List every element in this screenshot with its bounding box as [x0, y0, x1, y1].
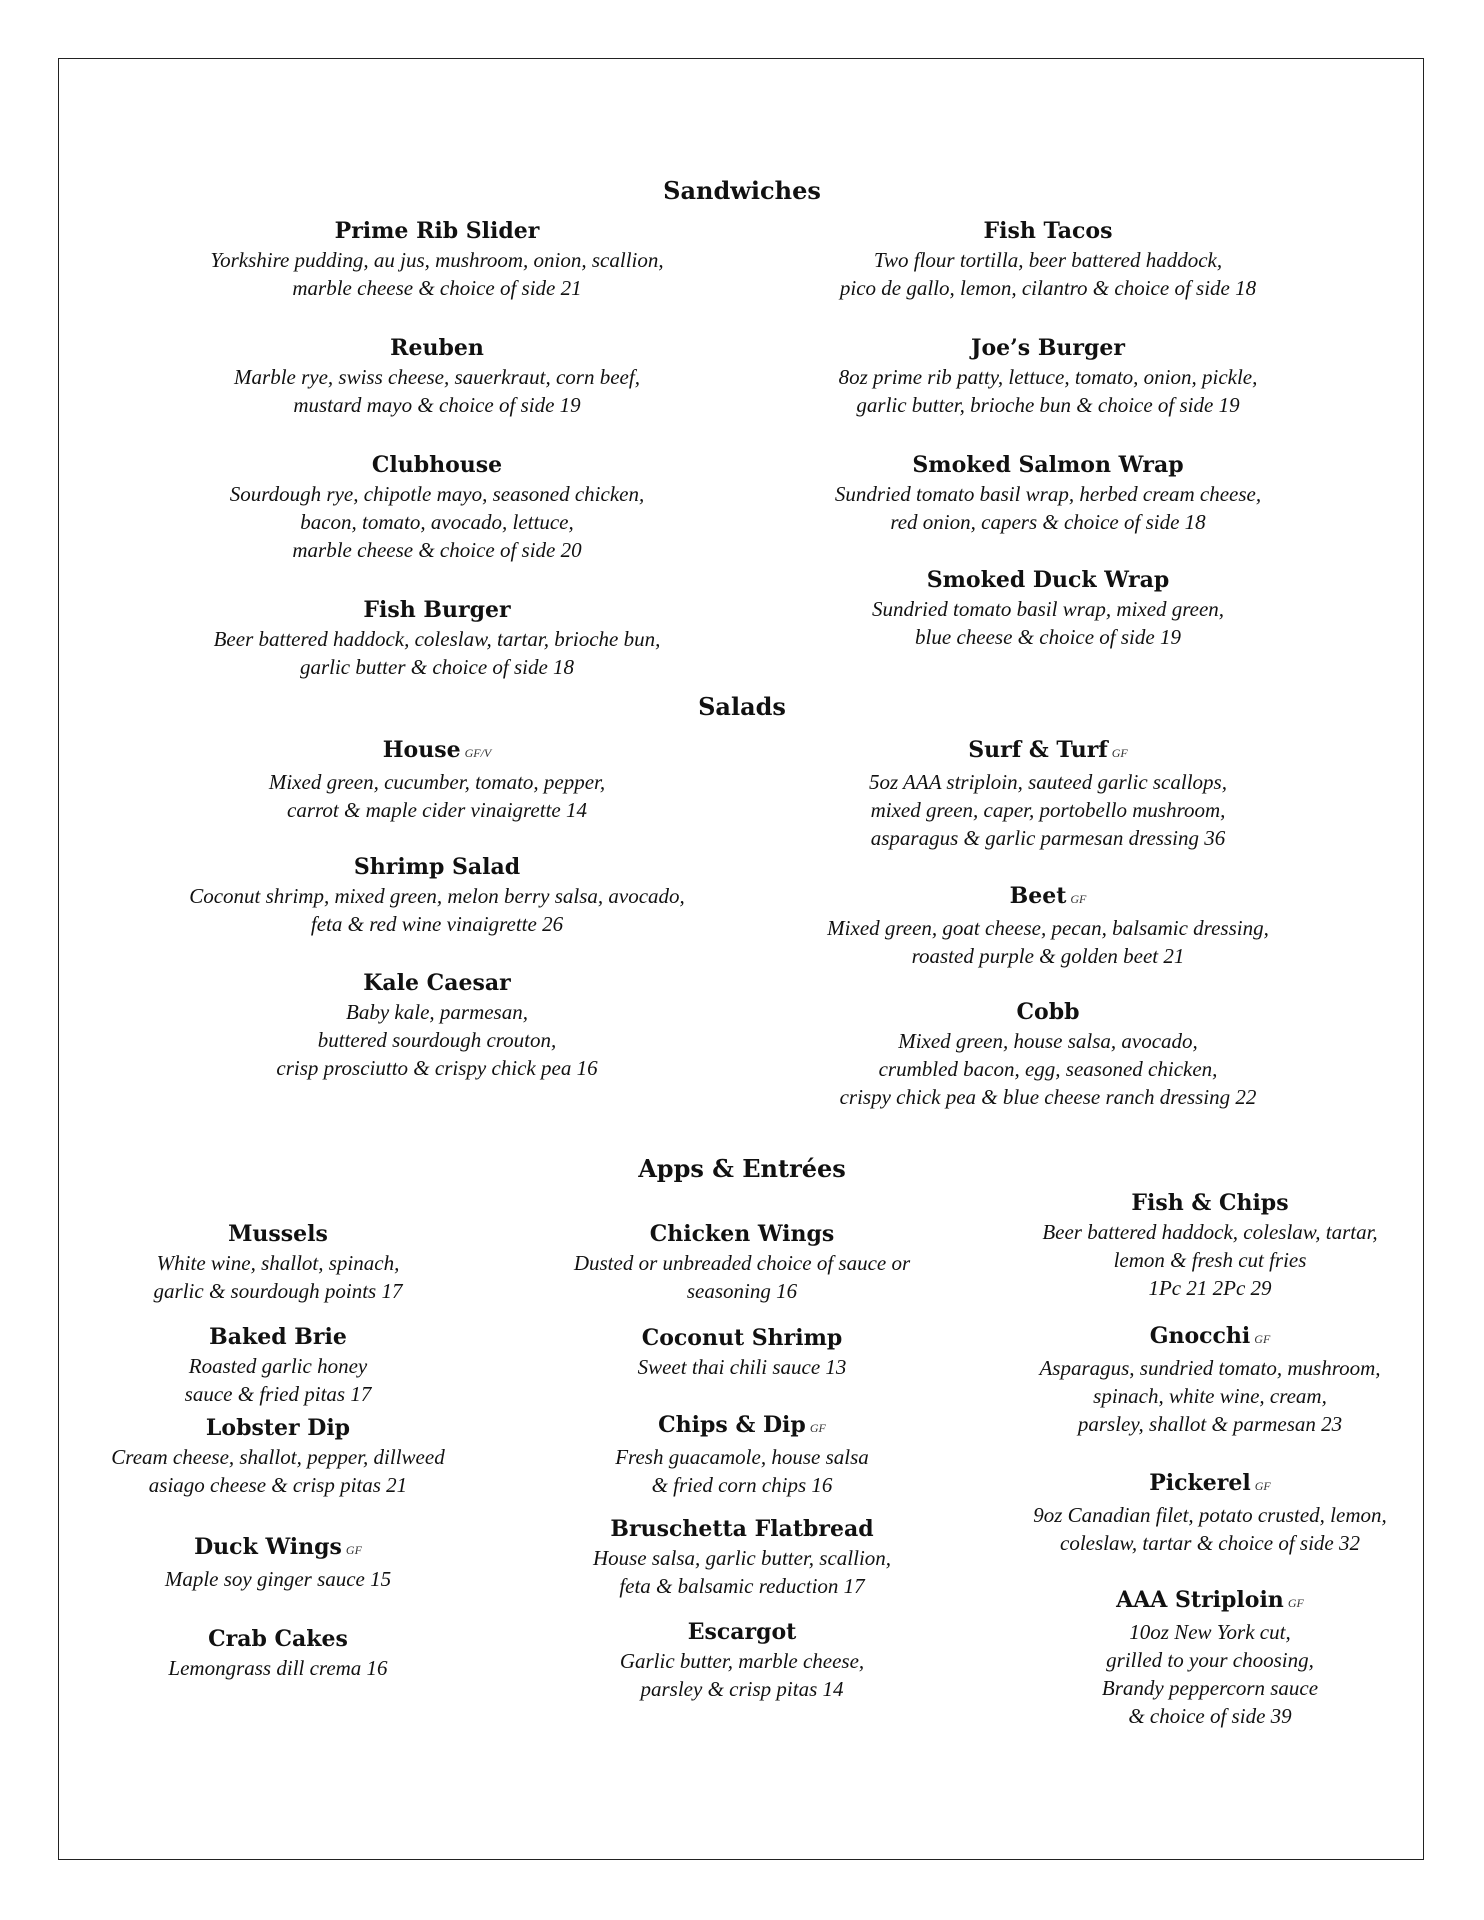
description-line: Sundried tomato basil wrap, mixed green,: [871, 597, 1225, 621]
description-line: Maple soy ginger sauce 15: [164, 1567, 392, 1591]
description-line: feta & balsamic reduction 17: [619, 1574, 865, 1598]
description-line: Asparagus, sundried tomato, mushroom,: [1039, 1356, 1381, 1380]
description-line: buttered sourdough crouton,: [317, 1028, 557, 1052]
dietary-tag: GF: [345, 1543, 362, 1557]
description-line: Coconut shrimp, mixed green, melon berry salsa, avocado,: [189, 884, 685, 908]
description-line: Beer battered haddock, coleslaw, tartar,: [1042, 1220, 1378, 1244]
description-line: Dusted or unbreaded choice of sauce or: [573, 1251, 911, 1275]
dietary-tag: GF: [1254, 1332, 1271, 1346]
description-line: blue cheese & choice of side 19: [915, 625, 1181, 649]
menu-item-beet: [748, 881, 1348, 970]
menu-item-name: [748, 735, 1348, 768]
menu-item-name: [748, 997, 1348, 1027]
description-line: 5oz AAA striploin, sauteed garlic scallops,: [869, 770, 1227, 794]
description-line: spinach, white wine, cream,: [1093, 1384, 1327, 1408]
menu-item-name-text: Prime Rib Slider: [334, 218, 540, 244]
menu-item-description: [137, 768, 737, 824]
menu-item-name-text: Escargot: [687, 1619, 797, 1645]
menu-item-name-text: Gnocchi: [1149, 1323, 1251, 1349]
description-line: feta & red wine vinaigrette 26: [310, 912, 564, 936]
description-line: Marble rye, swiss cheese, sauerkraut, corn beef,: [234, 365, 640, 389]
menu-item-name-text: Smoked Duck Wrap: [926, 567, 1170, 593]
dietary-tag: GF/V: [464, 746, 492, 760]
menu-item-name: [910, 1321, 1484, 1354]
menu-item-pickerel: [910, 1468, 1484, 1557]
menu-item-reuben: [137, 333, 737, 419]
description-line: Mixed green, goat cheese, pecan, balsamic dressing,: [827, 916, 1269, 940]
description-line: White wine, shallot, spinach,: [156, 1251, 400, 1275]
menu-item-description: [748, 1027, 1348, 1111]
menu-item-description: [137, 625, 737, 681]
menu-item-aaa-striploin: [910, 1585, 1484, 1730]
menu-item-description: [748, 914, 1348, 970]
menu-item-name-text: Mussels: [228, 1221, 328, 1247]
description-line: seasoning 16: [686, 1279, 798, 1303]
menu-item-description: [137, 998, 737, 1082]
description-line: asiago cheese & crisp pitas 21: [148, 1473, 408, 1497]
menu-item-name-text: Chips & Dip: [658, 1412, 806, 1438]
description-line: crispy chick pea & blue cheese ranch dressing 22: [839, 1085, 1257, 1109]
description-line: Yorkshire pudding, au jus, mushroom, onion, scallion,: [210, 248, 664, 272]
menu-item-description: [137, 882, 737, 938]
menu-item-name: [137, 852, 737, 882]
menu-item-name-text: Clubhouse: [371, 452, 503, 478]
section-title-apps: Apps & Entrées: [638, 1154, 846, 1183]
description-line: Roasted garlic honey: [188, 1354, 368, 1378]
dietary-tag: GF: [809, 1421, 826, 1435]
menu-item-house: [137, 735, 737, 824]
menu-item-name-text: Joe’s Burger: [971, 335, 1125, 361]
description-line: Garlic butter, marble cheese,: [619, 1649, 865, 1673]
description-line: lemon & fresh cut fries: [1113, 1248, 1307, 1272]
menu-item-name: [137, 333, 737, 363]
description-line: Mixed green, cucumber, tomato, pepper,: [268, 770, 606, 794]
menu-item-name: [748, 333, 1348, 363]
description-line: Sundried tomato basil wrap, herbed cream cheese,: [834, 482, 1262, 506]
menu-item-clubhouse: [137, 450, 737, 564]
description-line: House salsa, garlic butter, scallion,: [592, 1546, 892, 1570]
menu-item-cobb: [748, 997, 1348, 1111]
menu-item-name-text: Cobb: [1016, 999, 1080, 1025]
description-line: roasted purple & golden beet 21: [911, 944, 1185, 968]
description-line: Cream cheese, shallot, pepper, dillweed: [111, 1445, 445, 1469]
menu-item-description: [910, 1501, 1484, 1557]
menu-item-description: [910, 1618, 1484, 1730]
menu-item-name-text: Smoked Salmon Wrap: [912, 452, 1184, 478]
menu-item-surf-and-turf: [748, 735, 1348, 852]
description-line: coleslaw, tartar & choice of side 32: [1060, 1531, 1360, 1555]
menu-item-name-text: Crab Cakes: [208, 1626, 348, 1652]
description-line: Fresh guacamole, house salsa: [615, 1445, 869, 1469]
description-line: marble cheese & choice of side 20: [292, 538, 582, 562]
description-line: carrot & maple cider vinaigrette 14: [287, 798, 587, 822]
dietary-tag: GF: [1111, 746, 1128, 760]
menu-item-name-text: Shrimp Salad: [353, 854, 521, 880]
description-line: garlic butter, brioche bun & choice of side 19: [856, 393, 1240, 417]
menu-item-name: [748, 565, 1348, 595]
menu-item-name-text: Fish Burger: [363, 597, 511, 623]
description-line: parsley & crisp pitas 14: [640, 1677, 844, 1701]
menu-item-smoked-salmon-wrap: [748, 450, 1348, 536]
description-line: 1Pc 21 2Pc 29: [1148, 1276, 1272, 1300]
menu-item-shrimp-salad: [137, 852, 737, 938]
menu-item-name-text: Surf & Turf: [968, 737, 1108, 763]
section-title-salads: Salads: [698, 692, 786, 721]
description-line: Mixed green, house salsa, avocado,: [898, 1029, 1198, 1053]
menu-item-joe-s-burger: [748, 333, 1348, 419]
menu-item-fish-burger: [137, 595, 737, 681]
menu-item-description: [748, 595, 1348, 651]
menu-item-description: [748, 363, 1348, 419]
menu-item-name-text: Fish Tacos: [983, 218, 1113, 244]
menu-item-fish-tacos: [748, 216, 1348, 302]
description-line: red onion, capers & choice of side 18: [890, 510, 1206, 534]
description-line: mixed green, caper, portobello mushroom,: [870, 798, 1226, 822]
description-line: 9oz Canadian filet, potato crusted, lemon,: [1033, 1503, 1387, 1527]
menu-item-description: [137, 363, 737, 419]
menu-item-smoked-duck-wrap: [748, 565, 1348, 651]
menu-item-name-text: House: [382, 737, 461, 763]
description-line: Beer battered haddock, coleslaw, tartar, brioche bun,: [213, 627, 661, 651]
description-line: garlic & sourdough points 17: [153, 1279, 403, 1303]
dietary-tag: GF: [1254, 1479, 1271, 1493]
menu-item-description: [137, 246, 737, 302]
menu-item-name-text: Chicken Wings: [649, 1221, 835, 1247]
menu-item-name-text: Fish & Chips: [1131, 1190, 1289, 1216]
description-line: Two flour tortilla, beer battered haddock,: [873, 248, 1223, 272]
description-line: grilled to your choosing,: [1106, 1648, 1314, 1672]
menu-item-description: [910, 1354, 1484, 1438]
description-line: sauce & fried pitas 17: [184, 1382, 372, 1406]
menu-item-name: [910, 1188, 1484, 1218]
menu-item-name-text: Kale Caesar: [363, 970, 511, 996]
description-line: crumbled bacon, egg, seasoned chicken,: [878, 1057, 1218, 1081]
menu-item-name: [137, 450, 737, 480]
description-line: Sourdough rye, chipotle mayo, seasoned chicken,: [229, 482, 645, 506]
menu-item-name-text: Beet: [1009, 883, 1067, 909]
menu-item-name: [137, 735, 737, 768]
menu-item-gnocchi: [910, 1321, 1484, 1438]
menu-item-prime-rib-slider: [137, 216, 737, 302]
description-line: 10oz New York cut,: [1129, 1620, 1291, 1644]
description-line: & fried corn chips 16: [651, 1473, 833, 1497]
menu-item-description: [910, 1218, 1484, 1302]
menu-item-name: [748, 216, 1348, 246]
dietary-tag: GF: [1070, 892, 1087, 906]
menu-item-name: [137, 216, 737, 246]
menu-item-name: [910, 1468, 1484, 1501]
description-line: Lemongrass dill crema 16: [168, 1656, 388, 1680]
description-line: parsley, shallot & parmesan 23: [1077, 1412, 1343, 1436]
menu-item-name-text: Pickerel: [1149, 1470, 1251, 1496]
menu-item-name: [748, 450, 1348, 480]
description-line: mustard mayo & choice of side 19: [293, 393, 581, 417]
menu-item-name-text: Bruschetta Flatbread: [610, 1516, 874, 1542]
description-line: marble cheese & choice of side 21: [292, 276, 582, 300]
description-line: asparagus & garlic parmesan dressing 36: [870, 826, 1226, 850]
menu-item-name-text: AAA Striploin: [1116, 1587, 1284, 1613]
menu-item-name: [137, 968, 737, 998]
description-line: Baby kale, parmesan,: [346, 1000, 528, 1024]
menu-item-description: [137, 480, 737, 564]
menu-item-name-text: Lobster Dip: [205, 1415, 351, 1441]
menu-item-name-text: Coconut Shrimp: [641, 1325, 843, 1351]
description-line: bacon, tomato, avocado, lettuce,: [300, 510, 574, 534]
description-line: garlic butter & choice of side 18: [299, 655, 575, 679]
menu-item-name: [748, 881, 1348, 914]
menu-item-fish-and-chips: [910, 1188, 1484, 1302]
menu-item-name-text: Baked Brie: [209, 1324, 347, 1350]
menu-item-name-text: Duck Wings: [194, 1534, 342, 1560]
menu-item-name-text: Reuben: [390, 335, 484, 361]
menu-item-name: [137, 595, 737, 625]
description-line: Sweet thai chili sauce 13: [637, 1355, 847, 1379]
description-line: Brandy peppercorn sauce: [1101, 1676, 1319, 1700]
menu-item-kale-caesar: [137, 968, 737, 1082]
section-title-sandwiches: Sandwiches: [663, 176, 821, 205]
description-line: crisp prosciutto & crispy chick pea 16: [276, 1056, 598, 1080]
dietary-tag: GF: [1287, 1596, 1304, 1610]
menu-item-description: [748, 480, 1348, 536]
description-line: pico de gallo, lemon, cilantro & choice of side 18: [839, 276, 1257, 300]
menu-item-description: [748, 768, 1348, 852]
menu-item-name: [910, 1585, 1484, 1618]
description-line: 8oz prime rib patty, lettuce, tomato, onion, pickle,: [838, 365, 1258, 389]
description-line: & choice of side 39: [1128, 1704, 1292, 1728]
menu-item-description: [748, 246, 1348, 302]
